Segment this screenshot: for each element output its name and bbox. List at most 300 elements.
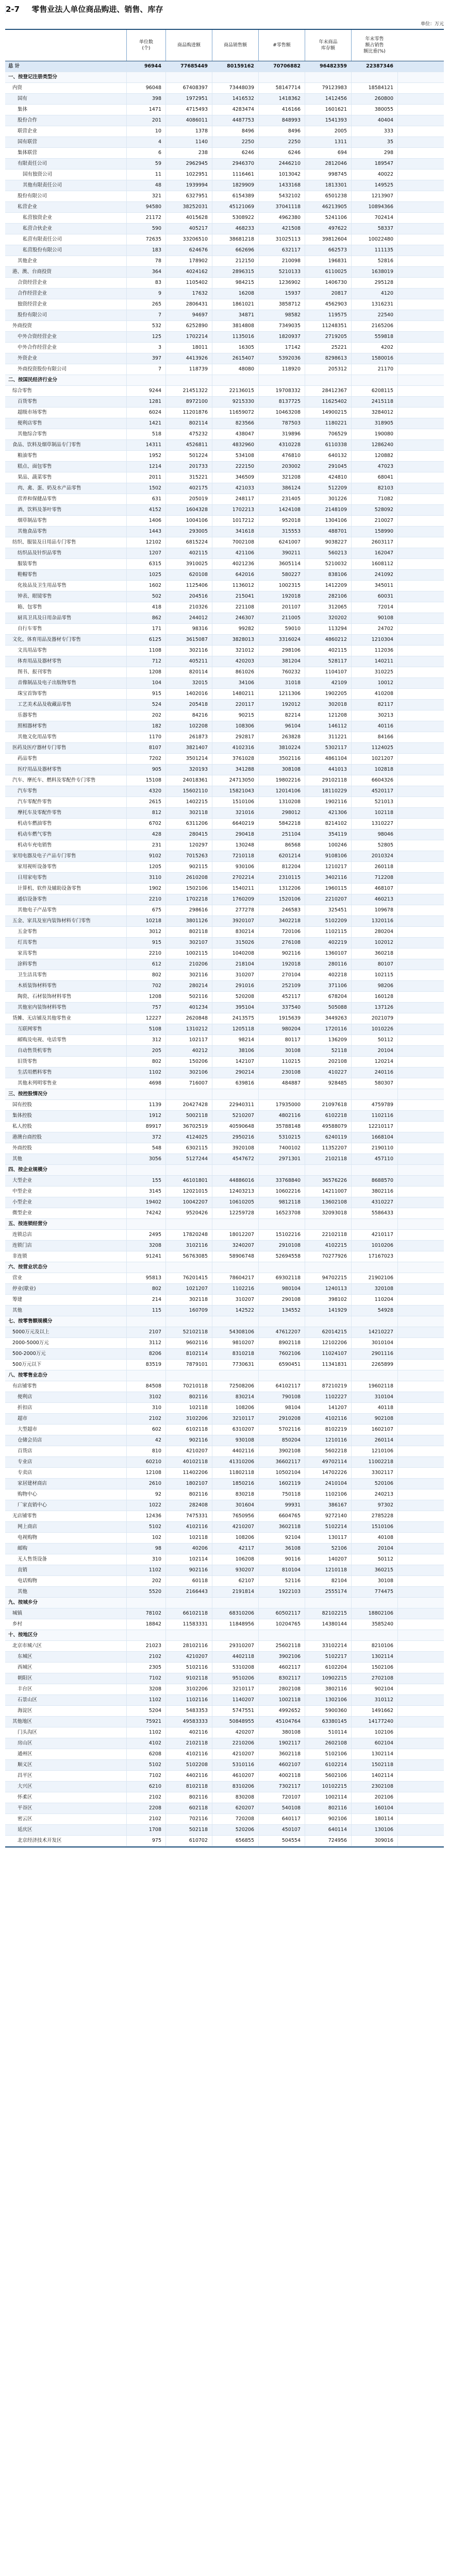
row-value: 298616 bbox=[165, 905, 212, 916]
row-value bbox=[126, 1370, 165, 1381]
row-value: 32015 bbox=[165, 678, 212, 688]
row-value bbox=[258, 1630, 305, 1640]
row-label: 顺义区 bbox=[18, 1762, 32, 1768]
row-empty-cell bbox=[397, 1024, 444, 1035]
row-value: 158990 bbox=[351, 527, 397, 537]
header-cell: 商品购进额 bbox=[165, 30, 212, 61]
row-label: 合资经营企业 bbox=[18, 280, 47, 285]
row-value: 10022480 bbox=[351, 234, 397, 245]
table-row bbox=[5, 126, 444, 137]
row-value: 1102 bbox=[126, 1067, 165, 1078]
table-row bbox=[5, 1251, 444, 1262]
row-label: 纺织、服装及日用品专门零售 bbox=[12, 539, 76, 545]
row-value: 40116 bbox=[351, 721, 397, 732]
table-row bbox=[5, 840, 444, 851]
table-row bbox=[5, 224, 444, 234]
table-row bbox=[5, 537, 444, 548]
row-value: 2210 bbox=[126, 948, 165, 959]
row-value: 310225 bbox=[351, 667, 397, 677]
row-value: 321208 bbox=[258, 472, 305, 483]
row-label: 烟草制品零售 bbox=[18, 518, 47, 523]
row-value: 12259728 bbox=[212, 1208, 258, 1218]
row-value: 9102118 bbox=[165, 1673, 212, 1684]
table-row bbox=[5, 765, 444, 775]
row-value: 14702226 bbox=[305, 1468, 351, 1478]
row-value: 1281 bbox=[126, 397, 165, 407]
row-value: 1102227 bbox=[305, 1392, 351, 1402]
row-value: 3 bbox=[126, 343, 165, 353]
page-title bbox=[5, 3, 163, 15]
row-value: 44886016 bbox=[212, 1176, 258, 1186]
row-value: 48 bbox=[126, 180, 165, 191]
row-value: 310104 bbox=[351, 1392, 397, 1402]
header-label-cell bbox=[5, 30, 126, 61]
row-value: 10042207 bbox=[165, 1197, 212, 1208]
row-empty-cell bbox=[397, 581, 444, 591]
table-row bbox=[5, 191, 444, 202]
table-row bbox=[5, 786, 444, 797]
row-value: 111135 bbox=[351, 245, 397, 256]
row-value: 10 bbox=[126, 126, 165, 137]
row-label: 石景山区 bbox=[18, 1697, 38, 1703]
row-value: 9102 bbox=[126, 851, 165, 861]
table-row bbox=[5, 797, 444, 808]
row-value: 3802116 bbox=[305, 1684, 351, 1694]
row-value: 102118 bbox=[165, 1403, 212, 1413]
row-value: 1140 bbox=[165, 137, 212, 147]
row-value bbox=[126, 1219, 165, 1229]
row-value: 1102216 bbox=[212, 1284, 258, 1294]
row-value: 96104 bbox=[258, 721, 305, 732]
row-value: 1213907 bbox=[351, 191, 397, 201]
row-value: 308108 bbox=[258, 765, 305, 775]
row-empty-cell bbox=[397, 927, 444, 937]
table-row bbox=[5, 1273, 444, 1284]
row-value: 380108 bbox=[258, 1727, 305, 1738]
row-value: 94697 bbox=[165, 310, 212, 320]
row-empty-cell bbox=[397, 1500, 444, 1511]
row-value: 502 bbox=[126, 591, 165, 602]
row-label: 私营独资企业 bbox=[23, 215, 53, 221]
row-value: 22940311 bbox=[212, 1100, 258, 1110]
row-label: 计算机、软件及辅助设备零售 bbox=[18, 886, 81, 891]
row-value: 302116 bbox=[165, 970, 212, 980]
row-value: 1125406 bbox=[165, 581, 212, 591]
row-label: 邮购 bbox=[18, 1546, 28, 1551]
row-empty-cell bbox=[397, 105, 444, 115]
row-value: 5602106 bbox=[305, 1771, 351, 1781]
table-row bbox=[5, 148, 444, 159]
row-value: 1312206 bbox=[258, 884, 305, 894]
row-value: 802 bbox=[126, 1284, 165, 1294]
row-value bbox=[351, 72, 397, 82]
row-value: 49588079 bbox=[305, 1122, 351, 1132]
row-empty-cell bbox=[397, 1338, 444, 1348]
row-empty-cell bbox=[397, 1057, 444, 1067]
row-value: 34106 bbox=[212, 678, 258, 688]
row-label: 汽车、摩托车、燃料及零配件专门零售 bbox=[12, 777, 96, 783]
row-empty-cell bbox=[397, 916, 444, 926]
table-row bbox=[5, 1695, 444, 1706]
row-value: 1316231 bbox=[351, 299, 397, 310]
row-value: 410208 bbox=[351, 689, 397, 699]
row-value: 38252031 bbox=[165, 202, 212, 212]
table-row bbox=[5, 1241, 444, 1251]
row-label: 其他食品零售 bbox=[18, 529, 47, 534]
row-empty-cell bbox=[397, 1078, 444, 1089]
table-row bbox=[5, 721, 444, 732]
table-row bbox=[5, 1598, 444, 1608]
row-label: 邮购及电视、电话零售 bbox=[18, 1037, 67, 1043]
table-row bbox=[5, 1013, 444, 1024]
row-label: 外商投资股份有限公司 bbox=[18, 366, 67, 372]
row-value: 632117 bbox=[258, 245, 305, 256]
row-value: 1813301 bbox=[305, 180, 351, 191]
row-value: 5210133 bbox=[258, 267, 305, 277]
row-value: 902116 bbox=[258, 948, 305, 959]
row-value: 60502117 bbox=[258, 1608, 305, 1619]
row-empty-cell bbox=[397, 353, 444, 364]
row-value: 4860212 bbox=[305, 635, 351, 645]
row-value: 50848955 bbox=[212, 1717, 258, 1727]
row-empty-cell bbox=[397, 1446, 444, 1456]
row-empty-cell bbox=[397, 1803, 444, 1814]
table-row bbox=[5, 905, 444, 916]
row-value: 532 bbox=[126, 321, 165, 331]
row-value: 484887 bbox=[258, 1078, 305, 1089]
row-value: 678204 bbox=[305, 992, 351, 1002]
row-label: 500-2000万元 bbox=[12, 1351, 46, 1357]
row-label: 体育用品及器材零售 bbox=[18, 658, 62, 664]
row-value: 1502106 bbox=[351, 1663, 397, 1673]
row-value: 2102 bbox=[126, 1814, 165, 1824]
row-value: 1002118 bbox=[258, 1695, 305, 1705]
row-value: 1972951 bbox=[165, 94, 212, 104]
row-value: 639816 bbox=[212, 1078, 258, 1089]
table-row bbox=[5, 656, 444, 667]
row-empty-cell bbox=[397, 256, 444, 266]
row-value: 402219 bbox=[305, 938, 351, 948]
row-value: 202 bbox=[126, 710, 165, 721]
row-value: 1510106 bbox=[212, 797, 258, 807]
row-empty-cell bbox=[397, 905, 444, 916]
table-row bbox=[5, 1284, 444, 1295]
row-empty-cell bbox=[397, 321, 444, 331]
row-value bbox=[165, 1089, 212, 1099]
row-value: 2806431 bbox=[165, 299, 212, 310]
row-value: 246307 bbox=[212, 613, 258, 623]
row-value: 4310227 bbox=[351, 1197, 397, 1208]
row-value: 420207 bbox=[212, 1727, 258, 1738]
row-value: 11002218 bbox=[351, 1457, 397, 1467]
row-value: 802116 bbox=[165, 1489, 212, 1500]
row-value: 2310115 bbox=[258, 873, 305, 883]
row-value: 18584121 bbox=[351, 83, 397, 93]
header-cell: #零售额 bbox=[258, 30, 305, 61]
table-row bbox=[5, 1522, 444, 1533]
row-value: 46101801 bbox=[165, 1176, 212, 1186]
row-value: 252109 bbox=[258, 981, 305, 991]
row-value: 102115 bbox=[351, 970, 397, 980]
row-value: 210098 bbox=[258, 256, 305, 266]
row-value: 928485 bbox=[305, 1078, 351, 1089]
table-row bbox=[5, 1089, 444, 1100]
row-value: 83 bbox=[126, 278, 165, 288]
row-value bbox=[165, 1165, 212, 1175]
row-value: 2910108 bbox=[258, 1241, 305, 1251]
row-value bbox=[258, 1262, 305, 1273]
table-row bbox=[5, 213, 444, 224]
row-value: 6 bbox=[126, 148, 165, 158]
table-title: 零售业法人单位商品购进、销售、库存 bbox=[31, 5, 163, 14]
row-value: 21902106 bbox=[351, 1273, 397, 1283]
row-empty-cell bbox=[397, 1403, 444, 1413]
row-value: 401234 bbox=[165, 1003, 212, 1013]
table-row bbox=[5, 1803, 444, 1814]
row-value: 49702114 bbox=[305, 1457, 351, 1467]
row-value: 488701 bbox=[305, 527, 351, 537]
row-value: 6252890 bbox=[165, 321, 212, 331]
row-value: 540108 bbox=[258, 1803, 305, 1814]
row-value: 1360107 bbox=[305, 948, 351, 959]
row-label: 外商投资 bbox=[12, 323, 32, 329]
row-value: 2102 bbox=[126, 1414, 165, 1424]
row-empty-cell bbox=[397, 159, 444, 169]
row-value: 71082 bbox=[351, 494, 397, 504]
table-row bbox=[5, 1381, 444, 1392]
table-row bbox=[5, 1425, 444, 1435]
row-value: 4715493 bbox=[165, 105, 212, 115]
row-label: 股份有限公司 bbox=[18, 312, 47, 318]
row-value: 1668104 bbox=[351, 1132, 397, 1143]
row-value: 3210117 bbox=[212, 1414, 258, 1424]
row-empty-cell bbox=[397, 472, 444, 483]
row-empty-cell bbox=[397, 516, 444, 526]
row-value: 214 bbox=[126, 1295, 165, 1305]
row-empty-cell bbox=[397, 1306, 444, 1316]
row-value: 68041 bbox=[351, 472, 397, 483]
row-value: 720107 bbox=[258, 1792, 305, 1803]
row-value: 8102219 bbox=[305, 1425, 351, 1435]
row-label: 折扣店 bbox=[18, 1405, 32, 1411]
row-empty-cell bbox=[397, 462, 444, 472]
row-value bbox=[212, 1089, 258, 1099]
table-row bbox=[5, 959, 444, 970]
row-value: 3102206 bbox=[165, 1414, 212, 1424]
row-value: 1443 bbox=[126, 527, 165, 537]
row-value: 302018 bbox=[305, 700, 351, 710]
row-empty-cell bbox=[397, 1273, 444, 1283]
row-label: 内资 bbox=[12, 85, 23, 91]
table-row bbox=[5, 1619, 444, 1630]
row-value: 40022 bbox=[351, 170, 397, 180]
table-row bbox=[5, 1782, 444, 1792]
row-value: 640117 bbox=[258, 1814, 305, 1824]
row-value: 1010226 bbox=[351, 1024, 397, 1035]
row-value: 5102116 bbox=[165, 1663, 212, 1673]
row-value: 25221 bbox=[305, 343, 351, 353]
row-value: 295128 bbox=[351, 278, 397, 288]
row-value: 3208 bbox=[126, 1241, 165, 1251]
row-value: 902116 bbox=[165, 1565, 212, 1575]
row-value: 3858712 bbox=[258, 299, 305, 310]
row-value: 130117 bbox=[305, 1533, 351, 1543]
row-value: 372 bbox=[126, 1132, 165, 1143]
table-row bbox=[5, 602, 444, 613]
row-label: 股份有限公司 bbox=[18, 193, 47, 199]
row-value: 2208 bbox=[126, 1803, 165, 1814]
row-value: 4402116 bbox=[165, 1771, 212, 1781]
header-cell: 年末零售 额占销售 额比重(%) bbox=[351, 30, 397, 61]
table-row bbox=[5, 624, 444, 635]
row-value: 40108 bbox=[351, 1533, 397, 1543]
row-value bbox=[165, 1598, 212, 1608]
row-label: 2000-5000万元 bbox=[12, 1340, 49, 1346]
row-value: 930207 bbox=[212, 1565, 258, 1575]
row-value: 4210207 bbox=[165, 1652, 212, 1662]
row-value: 3902108 bbox=[258, 1446, 305, 1456]
table-row bbox=[5, 115, 444, 126]
row-value: 902115 bbox=[165, 862, 212, 872]
table-row bbox=[5, 1673, 444, 1684]
row-value: 823566 bbox=[212, 418, 258, 429]
row-value: 110204 bbox=[351, 1295, 397, 1305]
row-value: 20104 bbox=[351, 1046, 397, 1056]
row-value: 118739 bbox=[165, 364, 212, 375]
row-value: 1124025 bbox=[351, 743, 397, 753]
row-value: 5842218 bbox=[258, 819, 305, 829]
table-row bbox=[5, 1122, 444, 1132]
row-value: 48080 bbox=[212, 364, 258, 375]
row-label: 家居建材商店 bbox=[18, 1481, 47, 1486]
row-value: 3605114 bbox=[258, 559, 305, 569]
row-value bbox=[126, 375, 165, 385]
row-empty-cell bbox=[397, 678, 444, 688]
row-value: 8902118 bbox=[258, 1338, 305, 1348]
row-empty-cell bbox=[397, 375, 444, 385]
row-label: 国有 bbox=[18, 96, 28, 101]
table-row bbox=[5, 894, 444, 905]
row-value: 248117 bbox=[212, 494, 258, 504]
row-value: 2102118 bbox=[165, 1738, 212, 1749]
row-value bbox=[212, 1262, 258, 1273]
row-empty-cell bbox=[397, 1544, 444, 1554]
row-value: 94580 bbox=[126, 202, 165, 212]
row-value: 29102118 bbox=[305, 775, 351, 786]
row-value: 11024107 bbox=[305, 1349, 351, 1359]
row-empty-cell bbox=[397, 689, 444, 699]
table-row bbox=[5, 1684, 444, 1695]
row-empty-cell bbox=[397, 765, 444, 775]
table-row bbox=[5, 689, 444, 700]
row-label: 港、澳、台商投资 bbox=[12, 269, 52, 275]
row-value: 5102217 bbox=[305, 1652, 351, 1662]
row-value: 405211 bbox=[165, 656, 212, 667]
row-empty-cell bbox=[397, 602, 444, 613]
row-value: 4152 bbox=[126, 505, 165, 515]
row-value: 108306 bbox=[212, 721, 258, 732]
row-label: 私营企业 bbox=[18, 204, 38, 210]
row-empty-cell bbox=[397, 1230, 444, 1240]
row-empty-cell bbox=[397, 1489, 444, 1500]
row-label: 便利店 bbox=[18, 1394, 32, 1400]
row-value: 4102215 bbox=[305, 1241, 351, 1251]
row-value: 16208 bbox=[212, 289, 258, 299]
row-value: 1602119 bbox=[258, 1479, 305, 1489]
row-value: 5210207 bbox=[212, 1111, 258, 1121]
row-label: 其他电子产品零售 bbox=[18, 907, 57, 913]
row-value: 5432102 bbox=[258, 191, 305, 201]
row-value: 36576226 bbox=[305, 1176, 351, 1186]
row-label: 综合零售 bbox=[12, 388, 32, 394]
table-row bbox=[5, 851, 444, 862]
row-empty-cell bbox=[397, 170, 444, 180]
row-value: 60118 bbox=[165, 1576, 212, 1586]
row-label: 非连锁 bbox=[12, 1253, 27, 1259]
table-row bbox=[5, 332, 444, 343]
table-row bbox=[5, 808, 444, 819]
row-value: 10602216 bbox=[258, 1187, 305, 1197]
row-empty-cell bbox=[397, 1197, 444, 1208]
row-value: 30213 bbox=[351, 710, 397, 721]
row-value: 7302117 bbox=[258, 1782, 305, 1792]
table-body bbox=[5, 61, 444, 1846]
row-value bbox=[305, 1316, 351, 1327]
row-value: 980104 bbox=[258, 1284, 305, 1294]
row-value: 189547 bbox=[351, 159, 397, 169]
row-label: 旧货零售 bbox=[18, 1059, 38, 1064]
row-empty-cell bbox=[397, 1219, 444, 1229]
table-row bbox=[5, 992, 444, 1003]
table-row bbox=[5, 1003, 444, 1013]
row-value: 1105402 bbox=[165, 278, 212, 288]
row-empty-cell bbox=[397, 1100, 444, 1110]
row-label: 城镇 bbox=[12, 1611, 23, 1616]
row-value: 4210207 bbox=[212, 1522, 258, 1532]
row-value: 160104 bbox=[351, 1803, 397, 1814]
row-value: 15937 bbox=[258, 289, 305, 299]
row-value: 298106 bbox=[258, 646, 305, 656]
row-value bbox=[351, 1598, 397, 1608]
table-row bbox=[5, 408, 444, 418]
row-value: 290214 bbox=[212, 1067, 258, 1078]
row-value: 505088 bbox=[305, 1003, 351, 1013]
row-value: 162047 bbox=[351, 548, 397, 558]
row-value: 84166 bbox=[351, 732, 397, 742]
row-value: 1802107 bbox=[165, 1479, 212, 1489]
row-empty-cell bbox=[397, 1717, 444, 1727]
row-value: 750118 bbox=[258, 1489, 305, 1500]
row-value: 89917 bbox=[126, 1122, 165, 1132]
table-row bbox=[5, 310, 444, 321]
row-value: 11352207 bbox=[305, 1143, 351, 1154]
row-value: 1320116 bbox=[351, 916, 397, 926]
row-value: 47612207 bbox=[258, 1327, 305, 1337]
row-value: 3802116 bbox=[351, 1187, 397, 1197]
row-value: 848993 bbox=[258, 115, 305, 126]
row-value: 810104 bbox=[258, 1565, 305, 1575]
row-value: 1135016 bbox=[212, 332, 258, 342]
header-cell: 单位数 (个) bbox=[126, 30, 165, 61]
row-label: 百货零售 bbox=[18, 399, 38, 404]
row-value bbox=[126, 72, 165, 82]
row-value: 14211007 bbox=[305, 1187, 351, 1197]
row-label: 钟表、眼镜零售 bbox=[18, 594, 52, 599]
row-value: 302107 bbox=[165, 938, 212, 948]
row-value bbox=[258, 1598, 305, 1608]
row-label: 专卖店 bbox=[18, 1470, 32, 1476]
row-value: 952018 bbox=[258, 516, 305, 526]
